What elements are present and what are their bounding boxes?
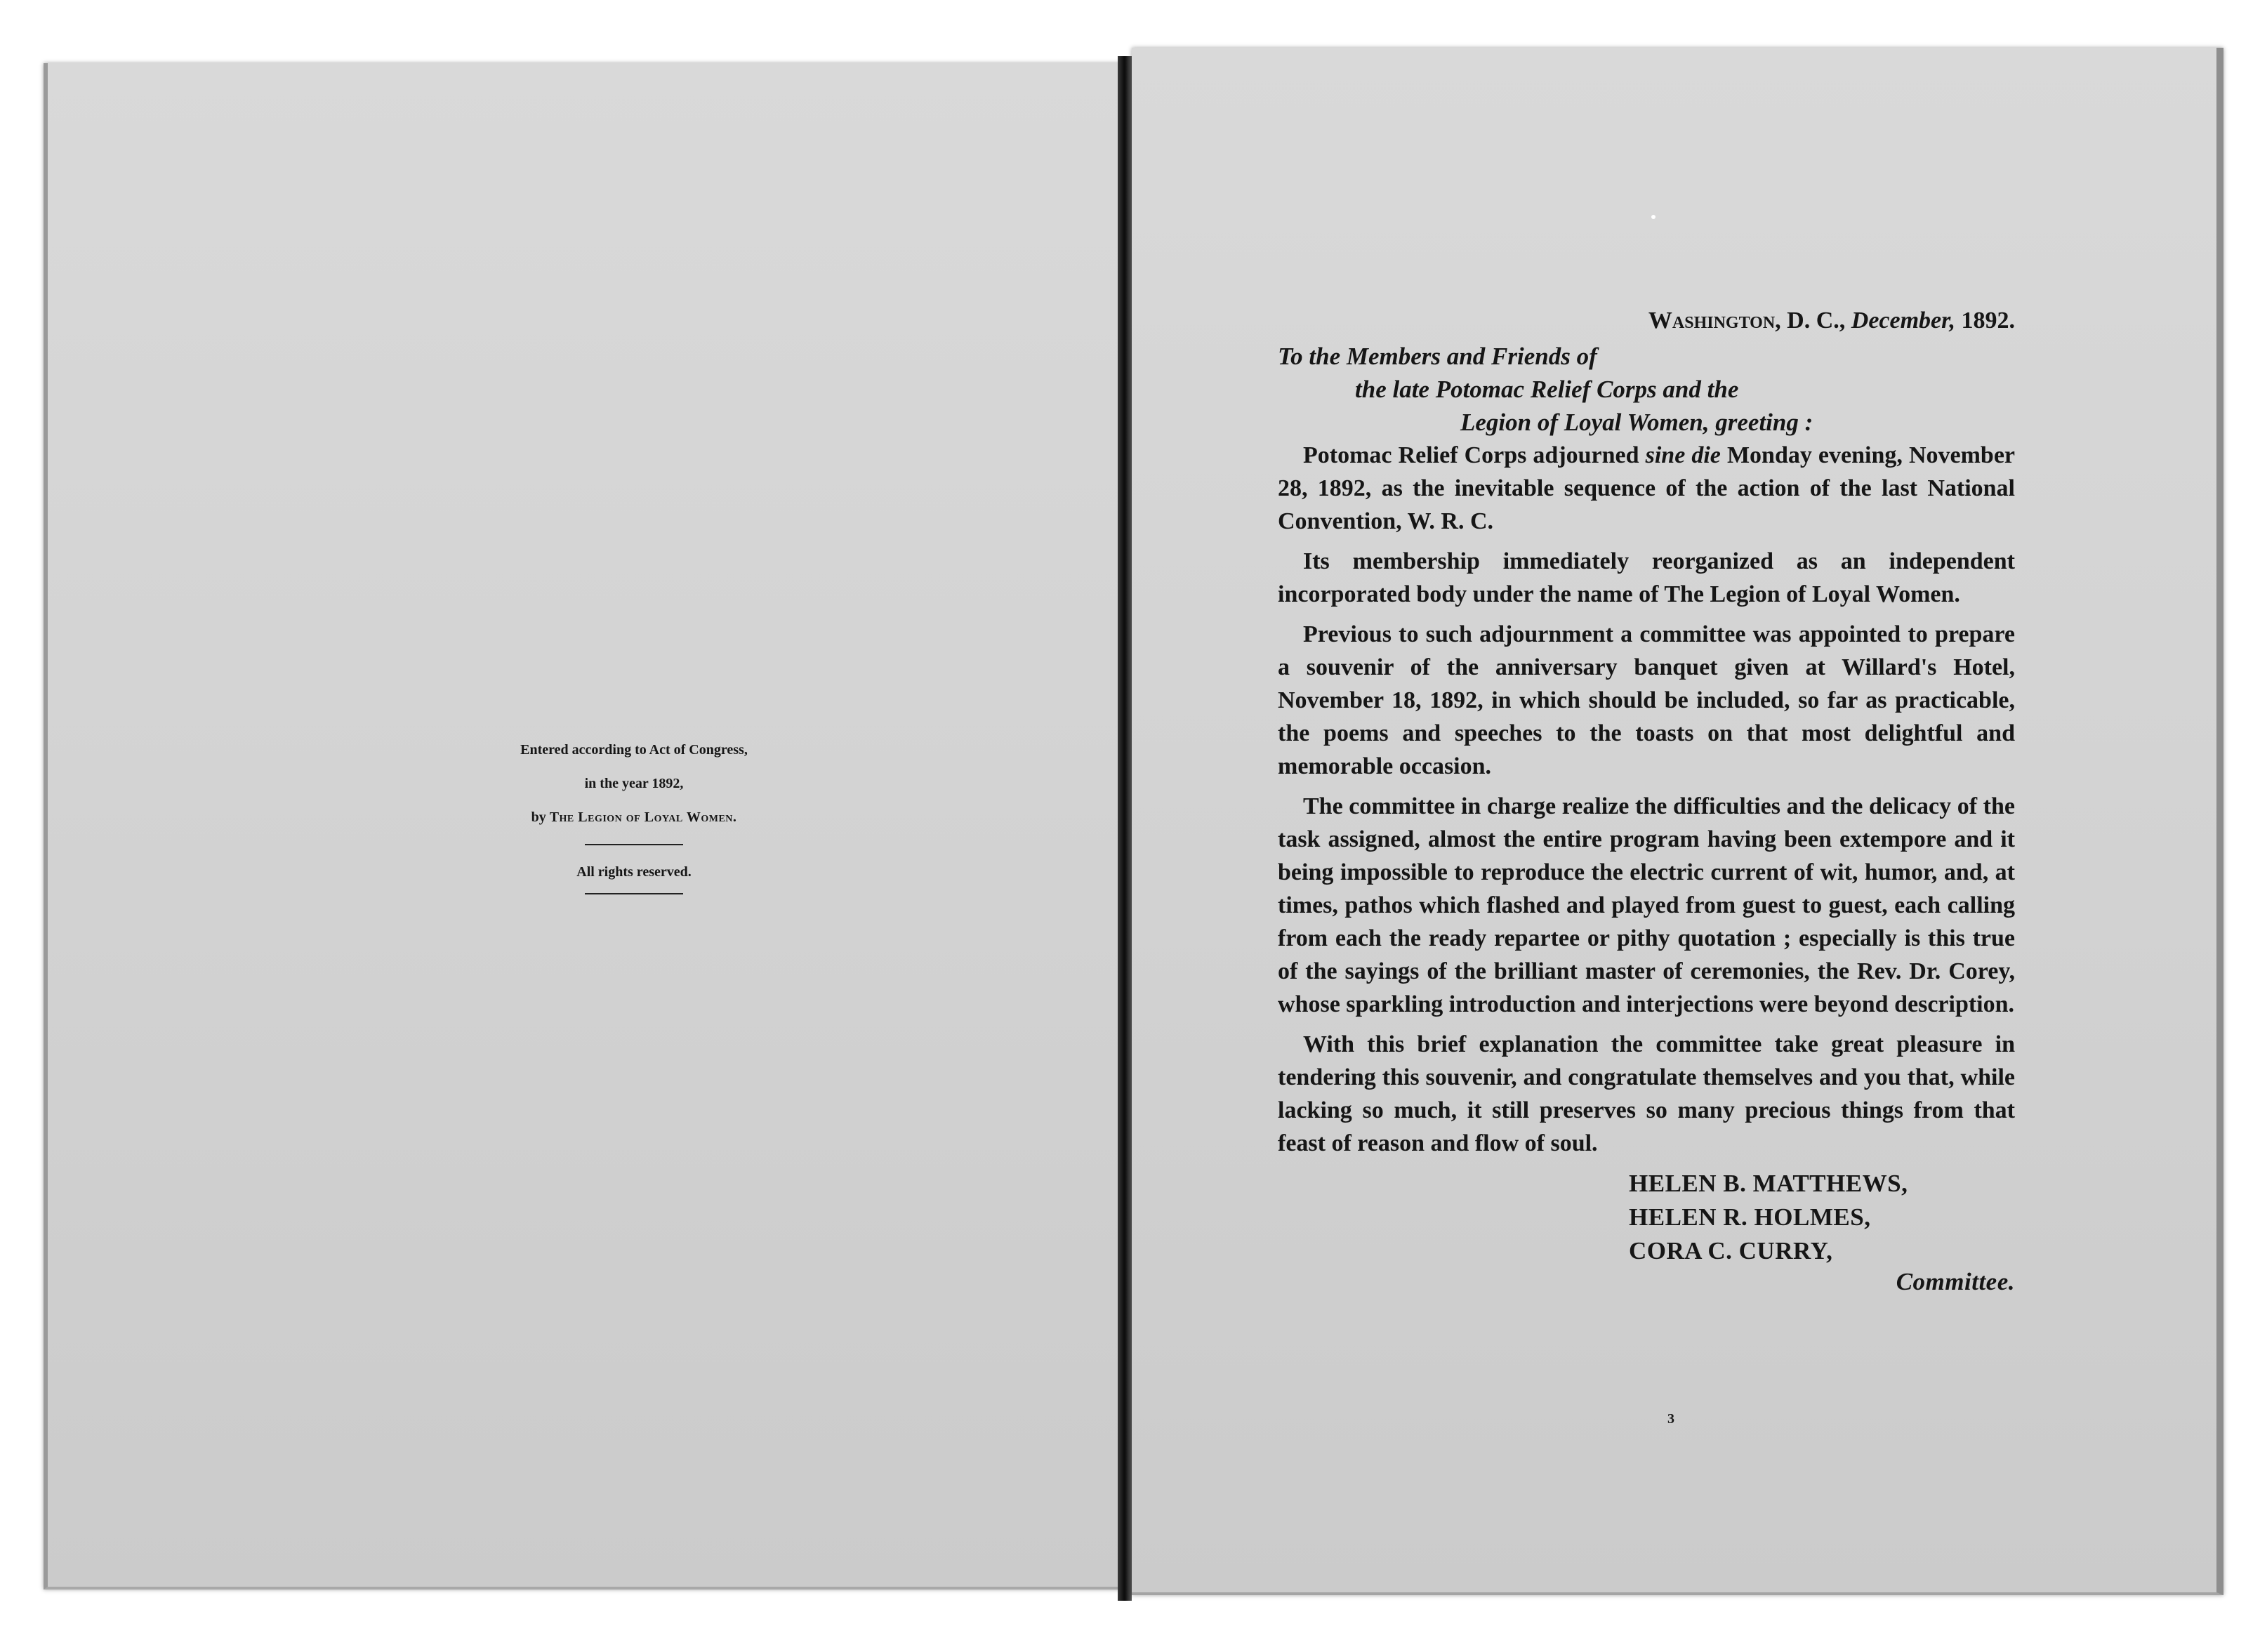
paragraph: Previous to such adjournment a committee was appointed to prepare a souvenir of the anniversary banquet given at Willard's Hotel, November 18, 1892, in which should be included, so far as practicable, the poems and speeches to the toasts on that most delightful and memorable occasion. [1278, 621, 2015, 779]
dateline-year: 1892. [1961, 308, 2015, 333]
copyright-by: by [531, 810, 550, 825]
page-number: 3 [1667, 1411, 1674, 1427]
paragraph [1278, 439, 2015, 538]
open-book [28, 42, 2226, 1608]
dateline-month: December, [1851, 308, 1955, 333]
salutation [1278, 340, 2015, 439]
copyright-line: in the year 1892, [584, 776, 684, 791]
signer-name: CORA C. CURRY, [1629, 1237, 1833, 1264]
publisher-name: The Legion of Loyal Women. [549, 810, 737, 825]
dateline [1278, 304, 2015, 337]
salutation-line: To the Members and Friends of [1278, 343, 1597, 370]
salutation-line: Legion of Loyal Women, greeting : [1460, 409, 1813, 436]
salutation-line: the late Potomac Relief Corps and the [1355, 376, 1739, 403]
divider-rule [585, 844, 683, 845]
book-gutter [1118, 56, 1132, 1601]
paragraph: Its membership immediately reorganized as an independent incorporated body under the name of The Legion of Loyal Women. [1278, 548, 2015, 607]
letter-body [1278, 304, 2015, 1299]
dateline-place: Washington, D. C., [1648, 308, 1846, 333]
paper-speck [1651, 215, 1656, 219]
paragraph-text: Potomac Relief Corps adjourned [1303, 442, 1646, 468]
signer-name: HELEN R. HOLMES, [1629, 1203, 1871, 1231]
copyright-line [437, 810, 831, 824]
paragraph: The committee in charge realize the difficulties and the delicacy of the task assigned, almost the entire program having been extempore and it being impossible to reproduce the electric current of wit, humor, and, at times, pathos which flashed and played from guest to guest, each calling from each the ready repartee or pithy quotation ; especially is this true of the sayings of the brilliant master of ceremonies, the Rev. Dr. Corey, whose sparkling introduction and interjections were beyond description. [1278, 793, 2015, 1017]
paragraph-text: Monday evening, November 28, 1892, as the inevitable sequence of the action of the last National Convention, W. R. C. [1278, 442, 2015, 534]
divider-rule [585, 893, 683, 894]
committee-label: Committee. [1896, 1268, 2015, 1295]
rights-reserved: All rights reserved. [576, 864, 692, 880]
signer-name: HELEN B. MATTHEWS, [1629, 1170, 1908, 1197]
latin-phrase: sine die [1645, 442, 1721, 468]
left-page [44, 63, 1122, 1590]
copyright-notice [437, 743, 831, 914]
copyright-line: Entered according to Act of Congress, [520, 742, 748, 758]
signatories [1278, 1167, 2015, 1299]
paragraph: With this brief explanation the committee take great pleasure in tendering this souvenir, and congratulate themselves and you that, while lacking so much, it still preserves so many precious things from that feast of reason and flow of soul. [1278, 1031, 2015, 1156]
